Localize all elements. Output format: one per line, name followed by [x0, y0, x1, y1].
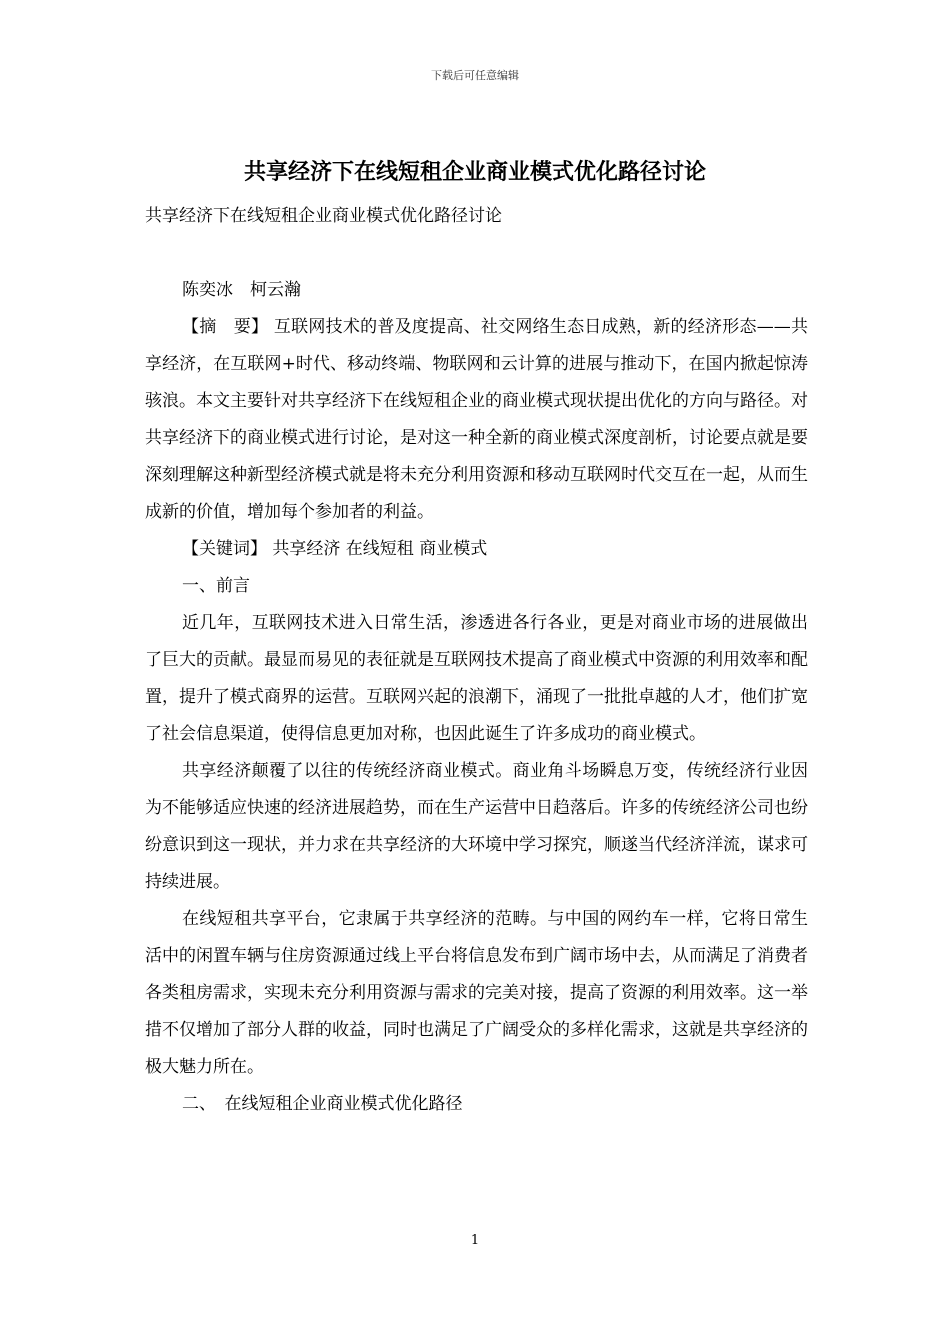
authors: 陈奕冰 柯云瀚: [182, 280, 301, 300]
page-number: 1: [470, 1233, 480, 1248]
document-title: 共享经济下在线短租企业商业模式优化路径讨论: [243, 160, 706, 185]
abstract-label: 【摘 要】: [182, 317, 269, 337]
keywords-text: 共享经济 在线短租 商业模式: [272, 539, 488, 559]
section1-paragraph-2: 共享经济颠覆了以往的传统经济商业模式。商业角斗场瞬息万变，传统经济行业因为不能够适应快速的经济进展趋势，而在生产运营中日趋落后。许多的传统经济公司也纷纷意识到这一现状，并力求在共享经济的大环境中学习探究，顺遂当代经济洋流，谋求可持续进展。: [145, 761, 808, 892]
abstract-text: 互联网技术的普及度提高、社交网络生态日成熟，新的经济形态——共享经济，在互联网+时代、移动终端、物联网和云计算的进展与推动下，在国内掀起惊涛骇浪。本文主要针对共享经济下在线短租企业的商业模式现状提出优化的方向与路径。对共享经济下的商业模式进行讨论，是对这一种全新的商业模式深度剖析，讨论要点就是要深刻理解这种新型经济模式就是将未充分利用资源和移动互联网时代交互在一起，从而生成新的价值，增加每个参加者的利益。: [145, 317, 809, 522]
subtitle: 共享经济下在线短租企业商业模式优化路径讨论: [145, 206, 502, 226]
keywords-paragraph: [145, 531, 808, 568]
document-body: [145, 198, 808, 1123]
section1-paragraph-1: 近几年，互联网技术进入日常生活，渗透进各行各业，更是对商业市场的进展做出了巨大的贡献。最显而易见的表征就是互联网技术提高了商业模式中资源的利用效率和配置，提升了模式商界的运营。互联网兴起的浪潮下，涌现了一批批卓越的人才，他们扩宽了社会信息渠道，使得信息更加对称，也因此诞生了许多成功的商业模式。: [145, 613, 808, 744]
page-header: 下载后可任意编辑: [431, 69, 519, 82]
abstract-paragraph: [145, 309, 808, 531]
section1-paragraph-3: 在线短租共享平台，它隶属于共享经济的范畴。与中国的网约车一样，它将日常生活中的闲置车辆与住房资源通过线上平台将信息发布到广阔市场中去，从而满足了消费者各类租房需求，实现未充分利用资源与需求的完美对接，提高了资源的利用效率。这一举措不仅增加了部分人群的收益，同时也满足了广阔受众的多样化需求，这就是共享经济的极大魅力所在。: [145, 909, 808, 1077]
section1-heading: 一、前言: [182, 576, 250, 596]
keywords-label: 【关键词】: [182, 539, 267, 559]
section2-heading: 二、 在线短租企业商业模式优化路径: [182, 1094, 463, 1114]
